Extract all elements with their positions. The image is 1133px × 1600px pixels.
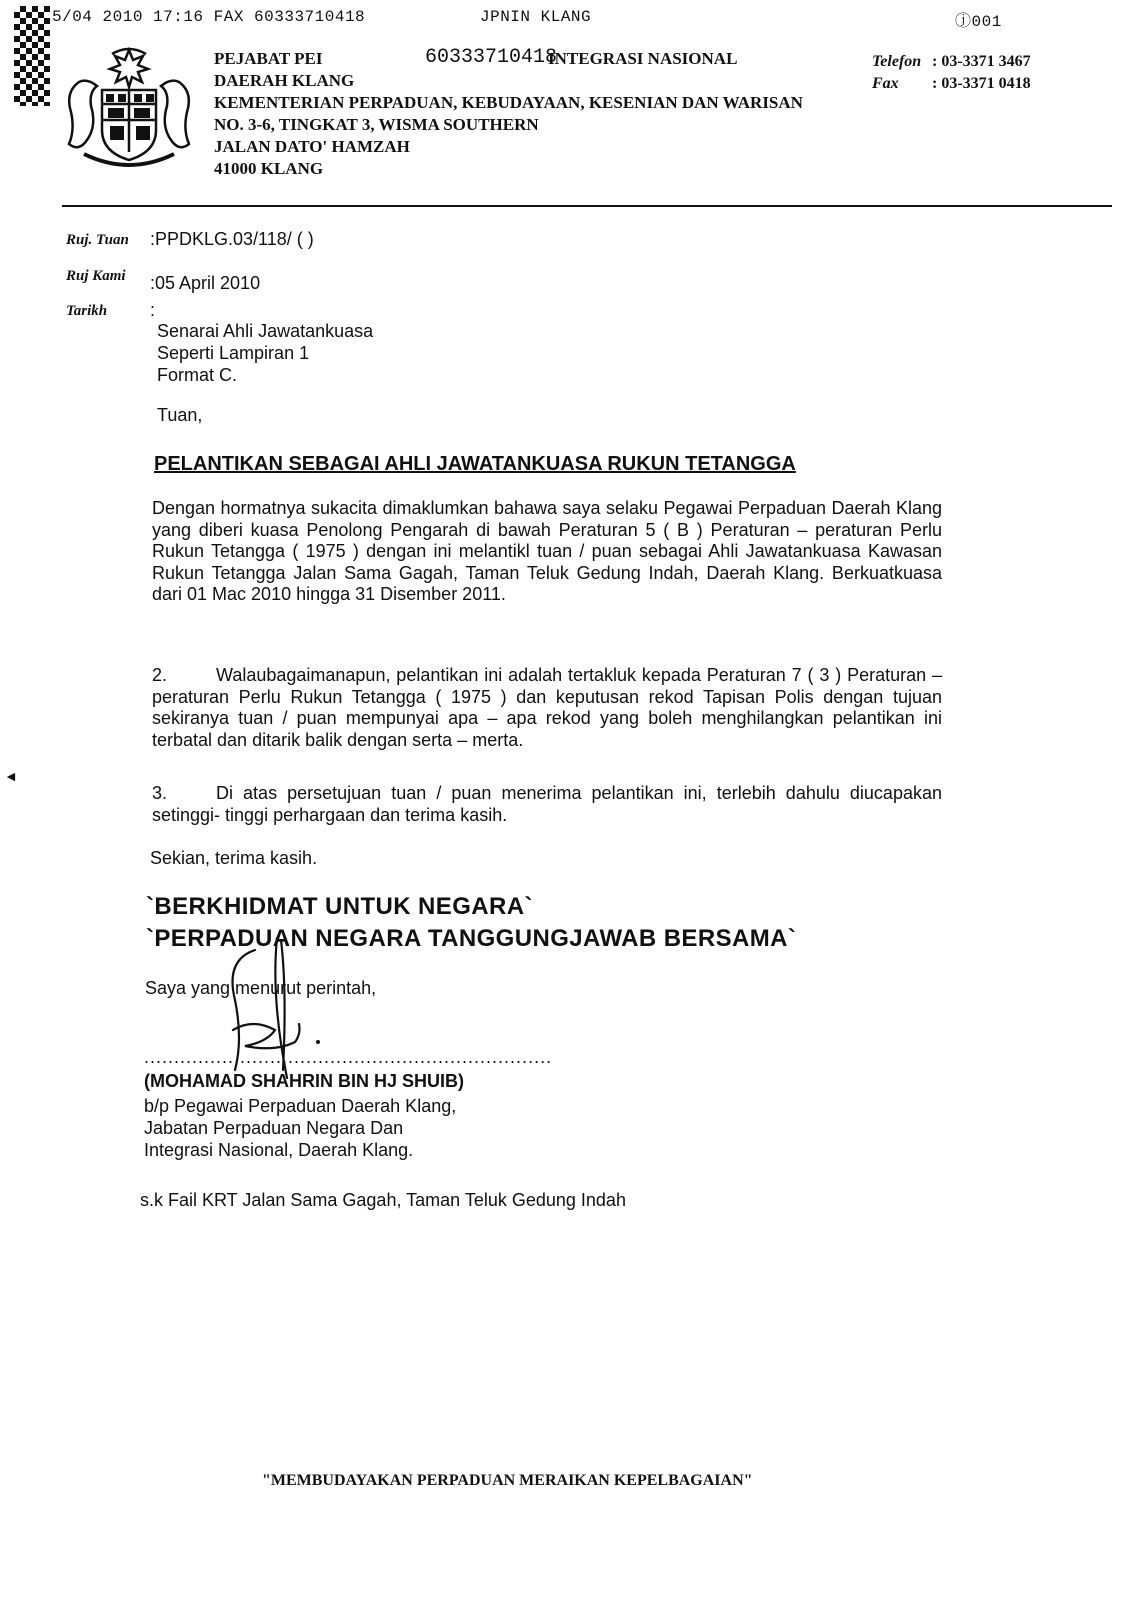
paragraph-2: Walaubagaimanapun, pelantikan ini adalah tertakluk kepada Peraturan 7 ( 3 ) Peraturan – peraturan Perlu Rukun Tetangga ( 1975 ) dan keputusan rekod Tapisan Polis dengan tujuan sekiranya tuan / puan mempunyai apa – apa rekod yang boleh menghilangkan pelantikan ini terbatal dan ditarik balik dengan serta – merta. [152, 665, 942, 750]
copy-to-line: s.k Fail KRT Jalan Sama Gagah, Taman Teluk Gedung Indah [140, 1190, 626, 1210]
telefon-label: Telefon [872, 53, 922, 70]
tarikh-label: Tarikh [66, 303, 108, 319]
slogan-1: `BERKHIDMAT UNTUK NEGARA` [146, 893, 533, 920]
letterhead-line5: JALAN DATO' HAMZAH [214, 137, 410, 156]
fax-page-number: ⓙ001 [955, 13, 1002, 31]
letterhead-line4: NO. 3-6, TINGKAT 3, WISMA SOUTHERN [214, 115, 539, 134]
paragraph-3-number: 3. [152, 783, 168, 803]
letterhead-divider [62, 205, 1112, 207]
letterhead-line1-rest: INTEGRASI NASIONAL [548, 49, 738, 68]
recipient-line1: Senarai Ahli Jawatankuasa [157, 321, 374, 341]
ruj-kami-value: :05 April 2010 [150, 273, 261, 293]
margin-arrow-icon: ◄ [4, 768, 18, 784]
tarikh-value: : [150, 300, 156, 320]
paragraph-1: Dengan hormatnya sukacita dimaklumkan bahawa saya selaku Pegawai Perpaduan Daerah Klang yang diberi kuasa Penolong Pengarah di bawah Peraturan 5 ( B ) Peraturan – peraturan Perlu Rukun Tetangga ( 1975 ) dengan ini melantikl tuan / puan sebagai Ahli Jawatankuasa Kawasan Rukun Tetangga Jalan Sama Gagah, Taman Teluk Gedung Indah, Daerah Klang. Berkuatkuasa dari 01 Mac 2010 hingga 31 Disember 2011. [152, 498, 942, 604]
ruj-tuan-label: Ruj. Tuan [66, 232, 129, 248]
recipient-line3: Format C. [157, 365, 238, 385]
recipient-line2: Seperti Lampiran 1 [157, 343, 310, 363]
letterhead-line6: 41000 KLANG [214, 159, 324, 178]
fax-checker-mark [14, 6, 50, 106]
fax-number-stamp: 60333710418 [425, 46, 558, 69]
closing-text: Sekian, terima kasih. [150, 848, 318, 868]
letterhead-line2: DAERAH KLANG [214, 71, 355, 90]
slogan-2: `PERPADUAN NEGARA TANGGUNGJAWAB BERSAMA` [146, 925, 797, 952]
signatory-title-3: Integrasi Nasional, Daerah Klang. [144, 1140, 414, 1160]
fax-header-center: JPNIN KLANG [480, 8, 592, 26]
ruj-kami-label: Ruj Kami [66, 268, 126, 284]
salutation: Tuan, [157, 405, 203, 425]
signatory-name: (MOHAMAD SHAHRIN BIN HJ SHUIB) [144, 1071, 464, 1091]
coat-of-arms-icon [54, 42, 204, 172]
footer-motto: "MEMBUDAYAKAN PERPADUAN MERAIKAN KEPELBAGAIAN" [262, 1472, 753, 1489]
fax-label: Fax [872, 75, 899, 92]
letterhead-line3: KEMENTERIAN PERPADUAN, KEBUDAYAAN, KESENIAN DAN WARISAN [214, 93, 803, 112]
fax-header-left: 5/04 2010 17:16 FAX 60333710418 [52, 8, 366, 26]
signatory-title-1: b/p Pegawai Perpaduan Daerah Klang, [144, 1096, 457, 1116]
signoff-text: Saya yang menurut perintah, [145, 978, 377, 998]
signatory-title-2: Jabatan Perpaduan Negara Dan [144, 1118, 404, 1138]
ruj-tuan-value: :PPDKLG.03/118/ ( ) [150, 229, 314, 249]
signature-dotted-line: .................................................................... [144, 1047, 553, 1067]
fax-value: : 03-3371 0418 [932, 75, 1031, 92]
letter-subject: PELANTIKAN SEBAGAI AHLI JAWATANKUASA RUKUN TETANGGA [154, 453, 796, 475]
telefon-value: : 03-3371 3467 [932, 53, 1031, 70]
letterhead-line1: PEJABAT PEI [214, 49, 323, 68]
paragraph-3: Di atas persetujuan tuan / puan menerima pelantikan ini, terlebih dahulu diucapakan setinggi- tinggi perhargaan dan terima kasih. [152, 783, 942, 825]
paragraph-2-number: 2. [152, 665, 168, 685]
